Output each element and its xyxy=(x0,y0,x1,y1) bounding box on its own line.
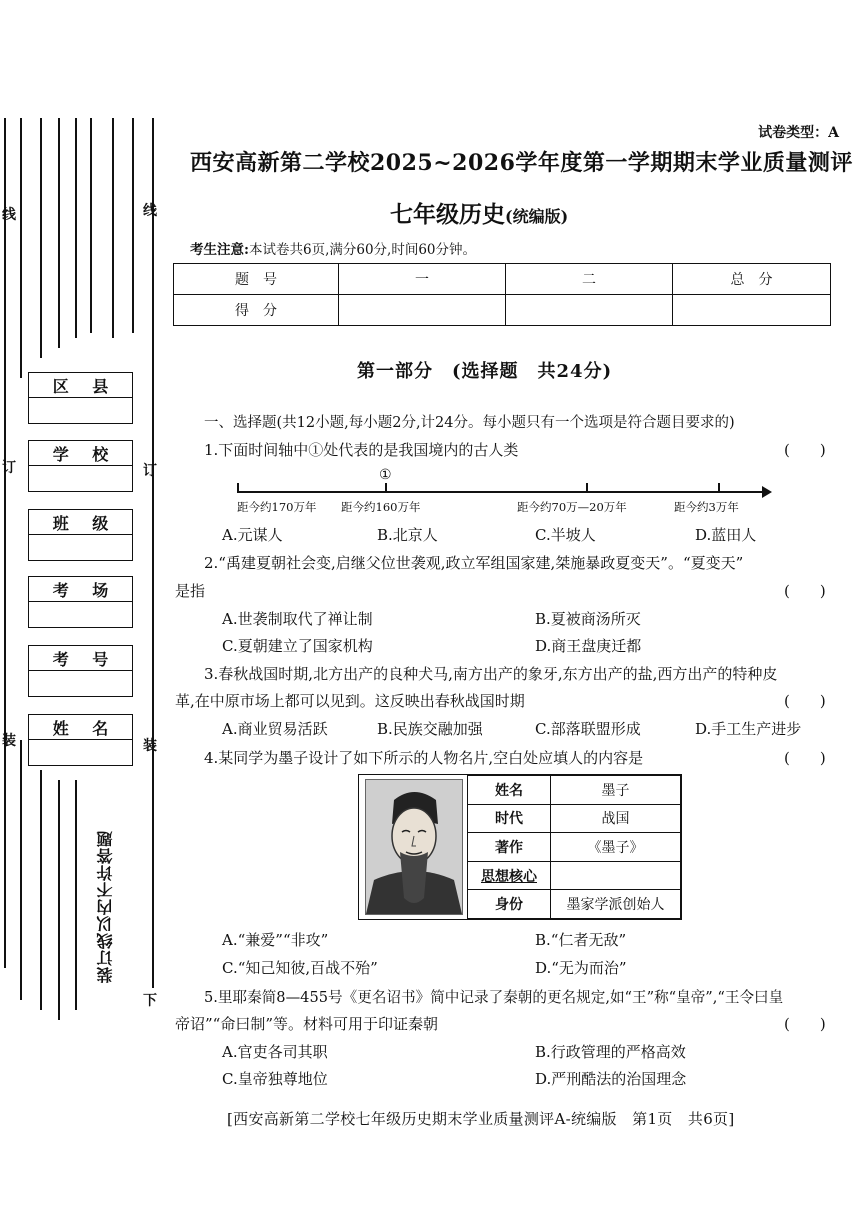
info-value: 战国 xyxy=(551,804,681,833)
option-c[interactable]: C.半坡人 xyxy=(535,526,596,544)
answer-paren[interactable]: ( ) xyxy=(784,582,826,600)
table-cell: 一 xyxy=(339,264,506,295)
option-d[interactable]: D.手工生产进步 xyxy=(695,720,802,738)
class-field[interactable] xyxy=(28,509,133,561)
table-row xyxy=(468,804,681,833)
table-row xyxy=(468,833,681,862)
page-title: 西安高新第二学校2025~2026学年度第一学期期末学业质量测评 xyxy=(190,150,853,176)
margin-mark-ding: 订 xyxy=(2,460,16,476)
table-cell: 总 分 xyxy=(673,264,831,295)
answer-paren[interactable]: ( ) xyxy=(784,692,826,710)
part-title: 第一部分 (选择题 共24分) xyxy=(357,361,613,382)
table-cell: 二 xyxy=(506,264,673,295)
margin-mark-zhuang: 装 xyxy=(2,733,16,749)
option-c[interactable]: C.皇帝独尊地位 xyxy=(222,1070,328,1088)
score-input-cell[interactable] xyxy=(673,295,831,326)
option-a[interactable]: A.官吏各司其职 xyxy=(222,1043,328,1061)
margin-mark-line: 线 xyxy=(143,203,157,219)
option-b[interactable]: B.民族交融加强 xyxy=(377,720,483,738)
option-a[interactable]: A.商业贸易活跃 xyxy=(222,720,328,738)
field-label: 考 xyxy=(52,580,69,600)
binding-warning: 装订线以内不许答题 xyxy=(96,830,115,983)
table-row xyxy=(468,861,681,890)
field-label: 号 xyxy=(92,649,109,669)
question-1-stem: 1.下面时间轴中①处代表的是我国境内的古人类 xyxy=(204,441,519,459)
timeline-label: 距今约160万年 xyxy=(341,500,421,514)
info-key: 姓名 xyxy=(468,776,551,805)
table-row xyxy=(468,776,681,805)
exam-number-field[interactable] xyxy=(28,645,133,697)
table-row xyxy=(174,264,831,295)
option-b[interactable]: B.行政管理的严格高效 xyxy=(535,1043,686,1061)
edition-note: (统编版) xyxy=(505,207,569,226)
table-cell: 得 分 xyxy=(174,295,339,326)
option-c[interactable]: C.“知己知彼,百战不殆” xyxy=(222,959,378,977)
section-intro: 一、选择题(共12小题,每小题2分,计24分。每小题只有一个选项是符合题目要求的) xyxy=(204,415,735,431)
name-field[interactable] xyxy=(28,714,133,766)
answer-paren[interactable]: ( ) xyxy=(784,1015,826,1033)
page-footer: [西安高新第二学校七年级历史期末学业质量测评A-统编版 第1页 共6页] xyxy=(227,1110,735,1128)
blank-answer-cell[interactable] xyxy=(551,861,681,890)
info-key: 时代 xyxy=(468,804,551,833)
question-5-stem: 5.里耶秦简8—455号《更名诏书》简中记录了秦朝的更名规定,如“王”称“皇帝”,“王令曰皇 xyxy=(204,989,784,1006)
question-5-stem-cont: 帝诏”“命曰制”等。材料可用于印证秦朝 xyxy=(175,1015,439,1033)
question-2-stem: 2.“禹建夏朝社会变,启继父位世袭观,政立军组国家建,桀施暴政夏变天”。“夏变天” xyxy=(204,554,744,572)
field-label: 级 xyxy=(92,513,109,533)
timeline-label: 距今约70万—20万年 xyxy=(517,500,627,514)
subject-title: 七年级历史 xyxy=(390,201,505,228)
option-b[interactable]: B.夏被商汤所灭 xyxy=(535,610,641,628)
info-key: 思想核心 xyxy=(468,861,551,890)
field-label: 县 xyxy=(92,376,109,396)
option-a[interactable]: A.“兼爱”“非攻” xyxy=(222,931,329,949)
info-key: 身份 xyxy=(468,890,551,919)
margin-mark-line: 线 xyxy=(2,207,16,223)
mozi-name-card xyxy=(358,774,682,920)
score-input-cell[interactable] xyxy=(339,295,506,326)
answer-paren[interactable]: ( ) xyxy=(784,749,826,767)
score-input-cell[interactable] xyxy=(506,295,673,326)
field-label: 区 xyxy=(52,376,69,396)
exam-room-field[interactable] xyxy=(28,576,133,628)
question-2-stem-cont: 是指 xyxy=(175,582,206,600)
school-field[interactable] xyxy=(28,440,133,492)
mozi-portrait xyxy=(365,779,463,915)
notice-text: 本试卷共6页,满分60分,时间60分钟。 xyxy=(248,242,477,258)
score-table xyxy=(173,263,831,326)
info-key: 著作 xyxy=(468,833,551,862)
timeline-label: 距今约170万年 xyxy=(237,500,317,514)
table-row xyxy=(174,295,831,326)
option-a[interactable]: A.世袭制取代了禅让制 xyxy=(222,610,373,628)
exam-notice xyxy=(190,238,476,258)
table-row xyxy=(468,890,681,919)
margin-mark-xia: 下 xyxy=(143,993,157,1009)
timeline-marker: ① xyxy=(379,467,392,483)
margin-mark-zhuang: 装 xyxy=(143,738,157,754)
option-d[interactable]: D.严刑酷法的治国理念 xyxy=(535,1070,687,1088)
info-value: 墨家学派创始人 xyxy=(551,890,681,919)
table-cell: 题 号 xyxy=(174,264,339,295)
margin-mark-ding: 订 xyxy=(143,463,157,479)
field-label: 名 xyxy=(92,718,109,738)
notice-label: 考生注意: xyxy=(190,242,249,258)
question-4-stem: 4.某同学为墨子设计了如下所示的人物名片,空白处应填人的内容是 xyxy=(204,749,644,767)
field-label: 姓 xyxy=(52,718,69,738)
option-c[interactable]: C.夏朝建立了国家机构 xyxy=(222,637,373,655)
district-field[interactable] xyxy=(28,372,133,424)
field-label: 校 xyxy=(92,444,109,464)
option-a[interactable]: A.元谋人 xyxy=(222,526,283,544)
info-value: 墨子 xyxy=(551,776,681,805)
timeline-label: 距今约3万年 xyxy=(674,500,739,514)
option-d[interactable]: D.商王盘庚迁都 xyxy=(535,637,642,655)
field-label: 考 xyxy=(52,649,69,669)
option-c[interactable]: C.部落联盟形成 xyxy=(535,720,641,738)
option-b[interactable]: B.“仁者无敌” xyxy=(535,931,627,949)
option-d[interactable]: D.“无为而治” xyxy=(535,959,627,977)
option-b[interactable]: B.北京人 xyxy=(377,526,438,544)
info-value: 《墨子》 xyxy=(551,833,681,862)
question-3-stem: 3.春秋战国时期,北方出产的良种犬马,南方出产的象牙,东方出产的盐,西方出产的特种皮 xyxy=(204,665,778,683)
field-label: 学 xyxy=(52,444,69,464)
option-d[interactable]: D.蓝田人 xyxy=(695,526,757,544)
answer-paren[interactable]: ( ) xyxy=(784,441,826,459)
exam-type: 试卷类型：A xyxy=(758,125,839,141)
page-subtitle xyxy=(390,196,568,229)
field-label: 班 xyxy=(52,513,69,533)
mozi-info-table xyxy=(467,775,681,919)
field-label: 场 xyxy=(92,580,109,600)
question-3-stem-cont: 革,在中原市场上都可以见到。这反映出春秋战国时期 xyxy=(175,692,525,710)
